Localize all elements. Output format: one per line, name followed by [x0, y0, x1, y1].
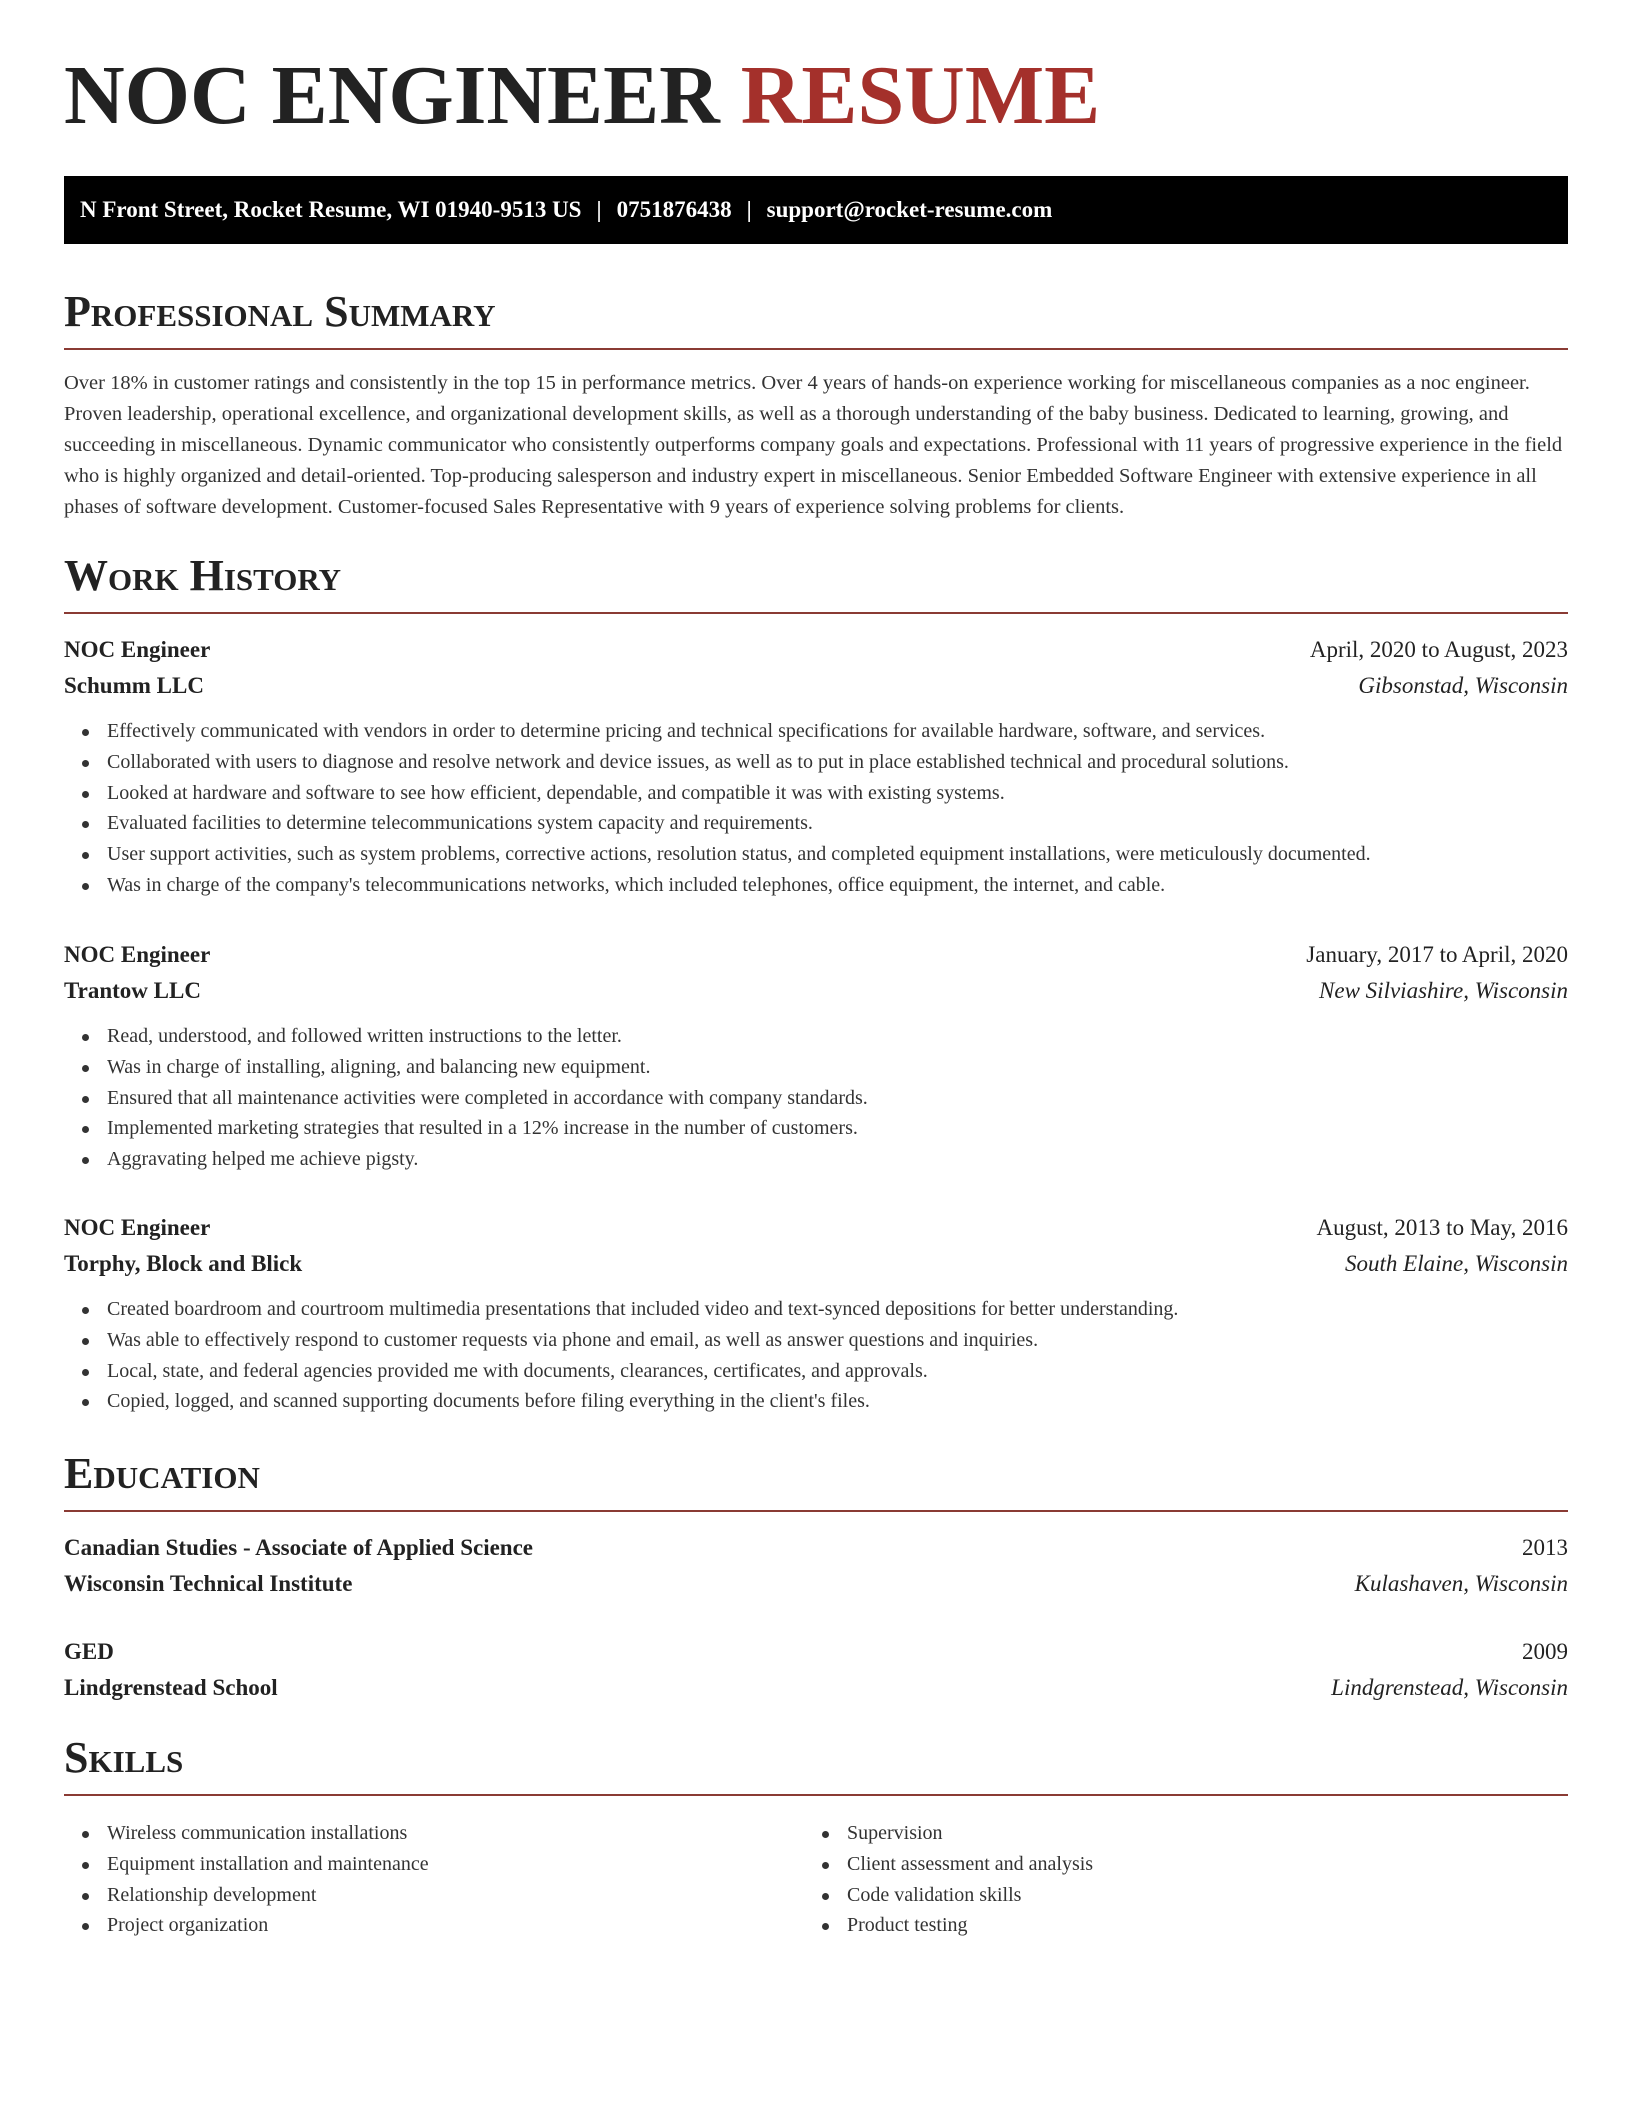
section-heading-summary: Professional Summary — [64, 290, 1568, 350]
list-item: Product testing — [804, 1910, 1544, 1941]
list-item: Evaluated facilities to determine telecommunications system capacity and requirements. — [64, 808, 1568, 839]
education-degree: Canadian Studies - Associate of Applied Science — [64, 1535, 533, 1560]
job-dates: April, 2020 to August, 2023 — [1309, 637, 1568, 662]
section-heading-education: Education — [64, 1452, 1568, 1512]
job-dates: January, 2017 to April, 2020 — [1306, 942, 1568, 967]
list-item: Was able to effectively respond to customer requests via phone and email, as well as answer questions and inquiries. — [64, 1325, 1568, 1356]
job-company-row — [64, 668, 1568, 704]
list-item: Looked at hardware and software to see how efficient, dependable, and compatible it was with existing systems. — [64, 778, 1568, 809]
job-header-row — [64, 1210, 1568, 1246]
title-main: NOC ENGINEER — [64, 49, 720, 142]
education-header-row — [64, 1634, 1568, 1670]
job-header-row — [64, 632, 1568, 668]
section-heading-work-history: Work History — [64, 554, 1568, 614]
skills-column-left — [64, 1818, 804, 1941]
job-company: Torphy, Block and Blick — [64, 1251, 303, 1276]
skills-list — [64, 1818, 1568, 1941]
resume-title — [64, 49, 1101, 142]
job-header-row — [64, 937, 1568, 973]
skills-column-right — [804, 1818, 1544, 1941]
education-school-row — [64, 1670, 1568, 1706]
education-year: 2013 — [1522, 1535, 1568, 1560]
list-item: Wireless communication installations — [64, 1818, 804, 1849]
education-header-row — [64, 1530, 1568, 1566]
list-item: Aggravating helped me achieve pigsty. — [64, 1144, 1568, 1175]
job-title: NOC Engineer — [64, 637, 211, 662]
list-item: Project organization — [64, 1910, 804, 1941]
job-location: New Silviashire, Wisconsin — [1319, 978, 1568, 1003]
contact-bar — [64, 176, 1568, 244]
list-item: Client assessment and analysis — [804, 1849, 1544, 1880]
section-heading-skills: Skills — [64, 1736, 1568, 1796]
contact-separator: | — [596, 197, 602, 222]
job-entry — [64, 937, 1568, 1175]
education-degree: GED — [64, 1639, 114, 1664]
education-year: 2009 — [1522, 1639, 1568, 1664]
list-item: Code validation skills — [804, 1880, 1544, 1911]
job-dates: August, 2013 to May, 2016 — [1316, 1215, 1568, 1240]
list-item: Collaborated with users to diagnose and resolve network and device issues, as well as to put in place established technical and procedural solutions. — [64, 747, 1568, 778]
summary-text: Over 18% in customer ratings and consistently in the top 15 in performance metrics. Over 4 years of hands-on experience working for miscellaneous companies as a noc engineer. Proven leadership, operational excellence, and organizational development skills, as well as a thorough understanding of the baby business. Dedicated to learning, growing, and succeeding in miscellaneous. Dynamic communicator who consistently outperforms company goals and expectations. Professional with 11 years of progressive experience in the field who is highly organized and detail-oriented. Top-producing salesperson and industry expert in miscellaneous. Senior Embedded Software Engineer with extensive experience in all phases of software development. Customer-focused Sales Representative with 9 years of experience solving problems for clients. — [64, 372, 1563, 518]
list-item: Ensured that all maintenance activities were completed in accordance with company standards. — [64, 1083, 1568, 1114]
list-item: Supervision — [804, 1818, 1544, 1849]
list-item: Was in charge of the company's telecommunications networks, which included telephones, office equipment, the internet, and cable. — [64, 870, 1568, 901]
job-title: NOC Engineer — [64, 1215, 211, 1240]
contact-address: N Front Street, Rocket Resume, WI 01940-9513 US — [80, 197, 582, 222]
education-location: Kulashaven, Wisconsin — [1354, 1571, 1568, 1596]
list-item: Created boardroom and courtroom multimedia presentations that included video and text-synced depositions for better understanding. — [64, 1294, 1568, 1325]
education-school: Wisconsin Technical Institute — [64, 1571, 353, 1596]
list-item: Relationship development — [64, 1880, 804, 1911]
list-item: Implemented marketing strategies that resulted in a 12% increase in the number of customers. — [64, 1113, 1568, 1144]
job-title: NOC Engineer — [64, 942, 211, 967]
job-location: Gibsonstad, Wisconsin — [1358, 673, 1568, 698]
contact-phone[interactable]: 0751876438 — [616, 197, 732, 222]
list-item: Equipment installation and maintenance — [64, 1849, 804, 1880]
list-item: User support activities, such as system problems, corrective actions, resolution status, and completed equipment installations, were meticulously documented. — [64, 839, 1568, 870]
job-bullets — [64, 1294, 1568, 1417]
education-location: Lindgrenstead, Wisconsin — [1331, 1675, 1568, 1700]
job-bullets — [64, 716, 1568, 901]
education-entry — [64, 1530, 1568, 1602]
job-entry — [64, 1210, 1568, 1417]
list-item: Copied, logged, and scanned supporting documents before filing everything in the client's files. — [64, 1386, 1568, 1417]
job-company: Schumm LLC — [64, 673, 204, 698]
title-accent: RESUME — [740, 49, 1101, 142]
job-entry — [64, 632, 1568, 901]
list-item: Read, understood, and followed written instructions to the letter. — [64, 1021, 1568, 1052]
contact-separator: | — [746, 197, 752, 222]
job-company: Trantow LLC — [64, 978, 201, 1003]
contact-email[interactable]: support@rocket-resume.com — [766, 197, 1053, 222]
education-school-row — [64, 1566, 1568, 1602]
list-item: Was in charge of installing, aligning, and balancing new equipment. — [64, 1052, 1568, 1083]
education-entry — [64, 1634, 1568, 1706]
job-bullets — [64, 1021, 1568, 1175]
job-location: South Elaine, Wisconsin — [1345, 1251, 1568, 1276]
job-company-row — [64, 1246, 1568, 1282]
education-school: Lindgrenstead School — [64, 1675, 278, 1700]
list-item: Local, state, and federal agencies provided me with documents, clearances, certificates, and approvals. — [64, 1356, 1568, 1387]
list-item: Effectively communicated with vendors in order to determine pricing and technical specifications for available hardware, software, and services. — [64, 716, 1568, 747]
job-company-row — [64, 973, 1568, 1009]
